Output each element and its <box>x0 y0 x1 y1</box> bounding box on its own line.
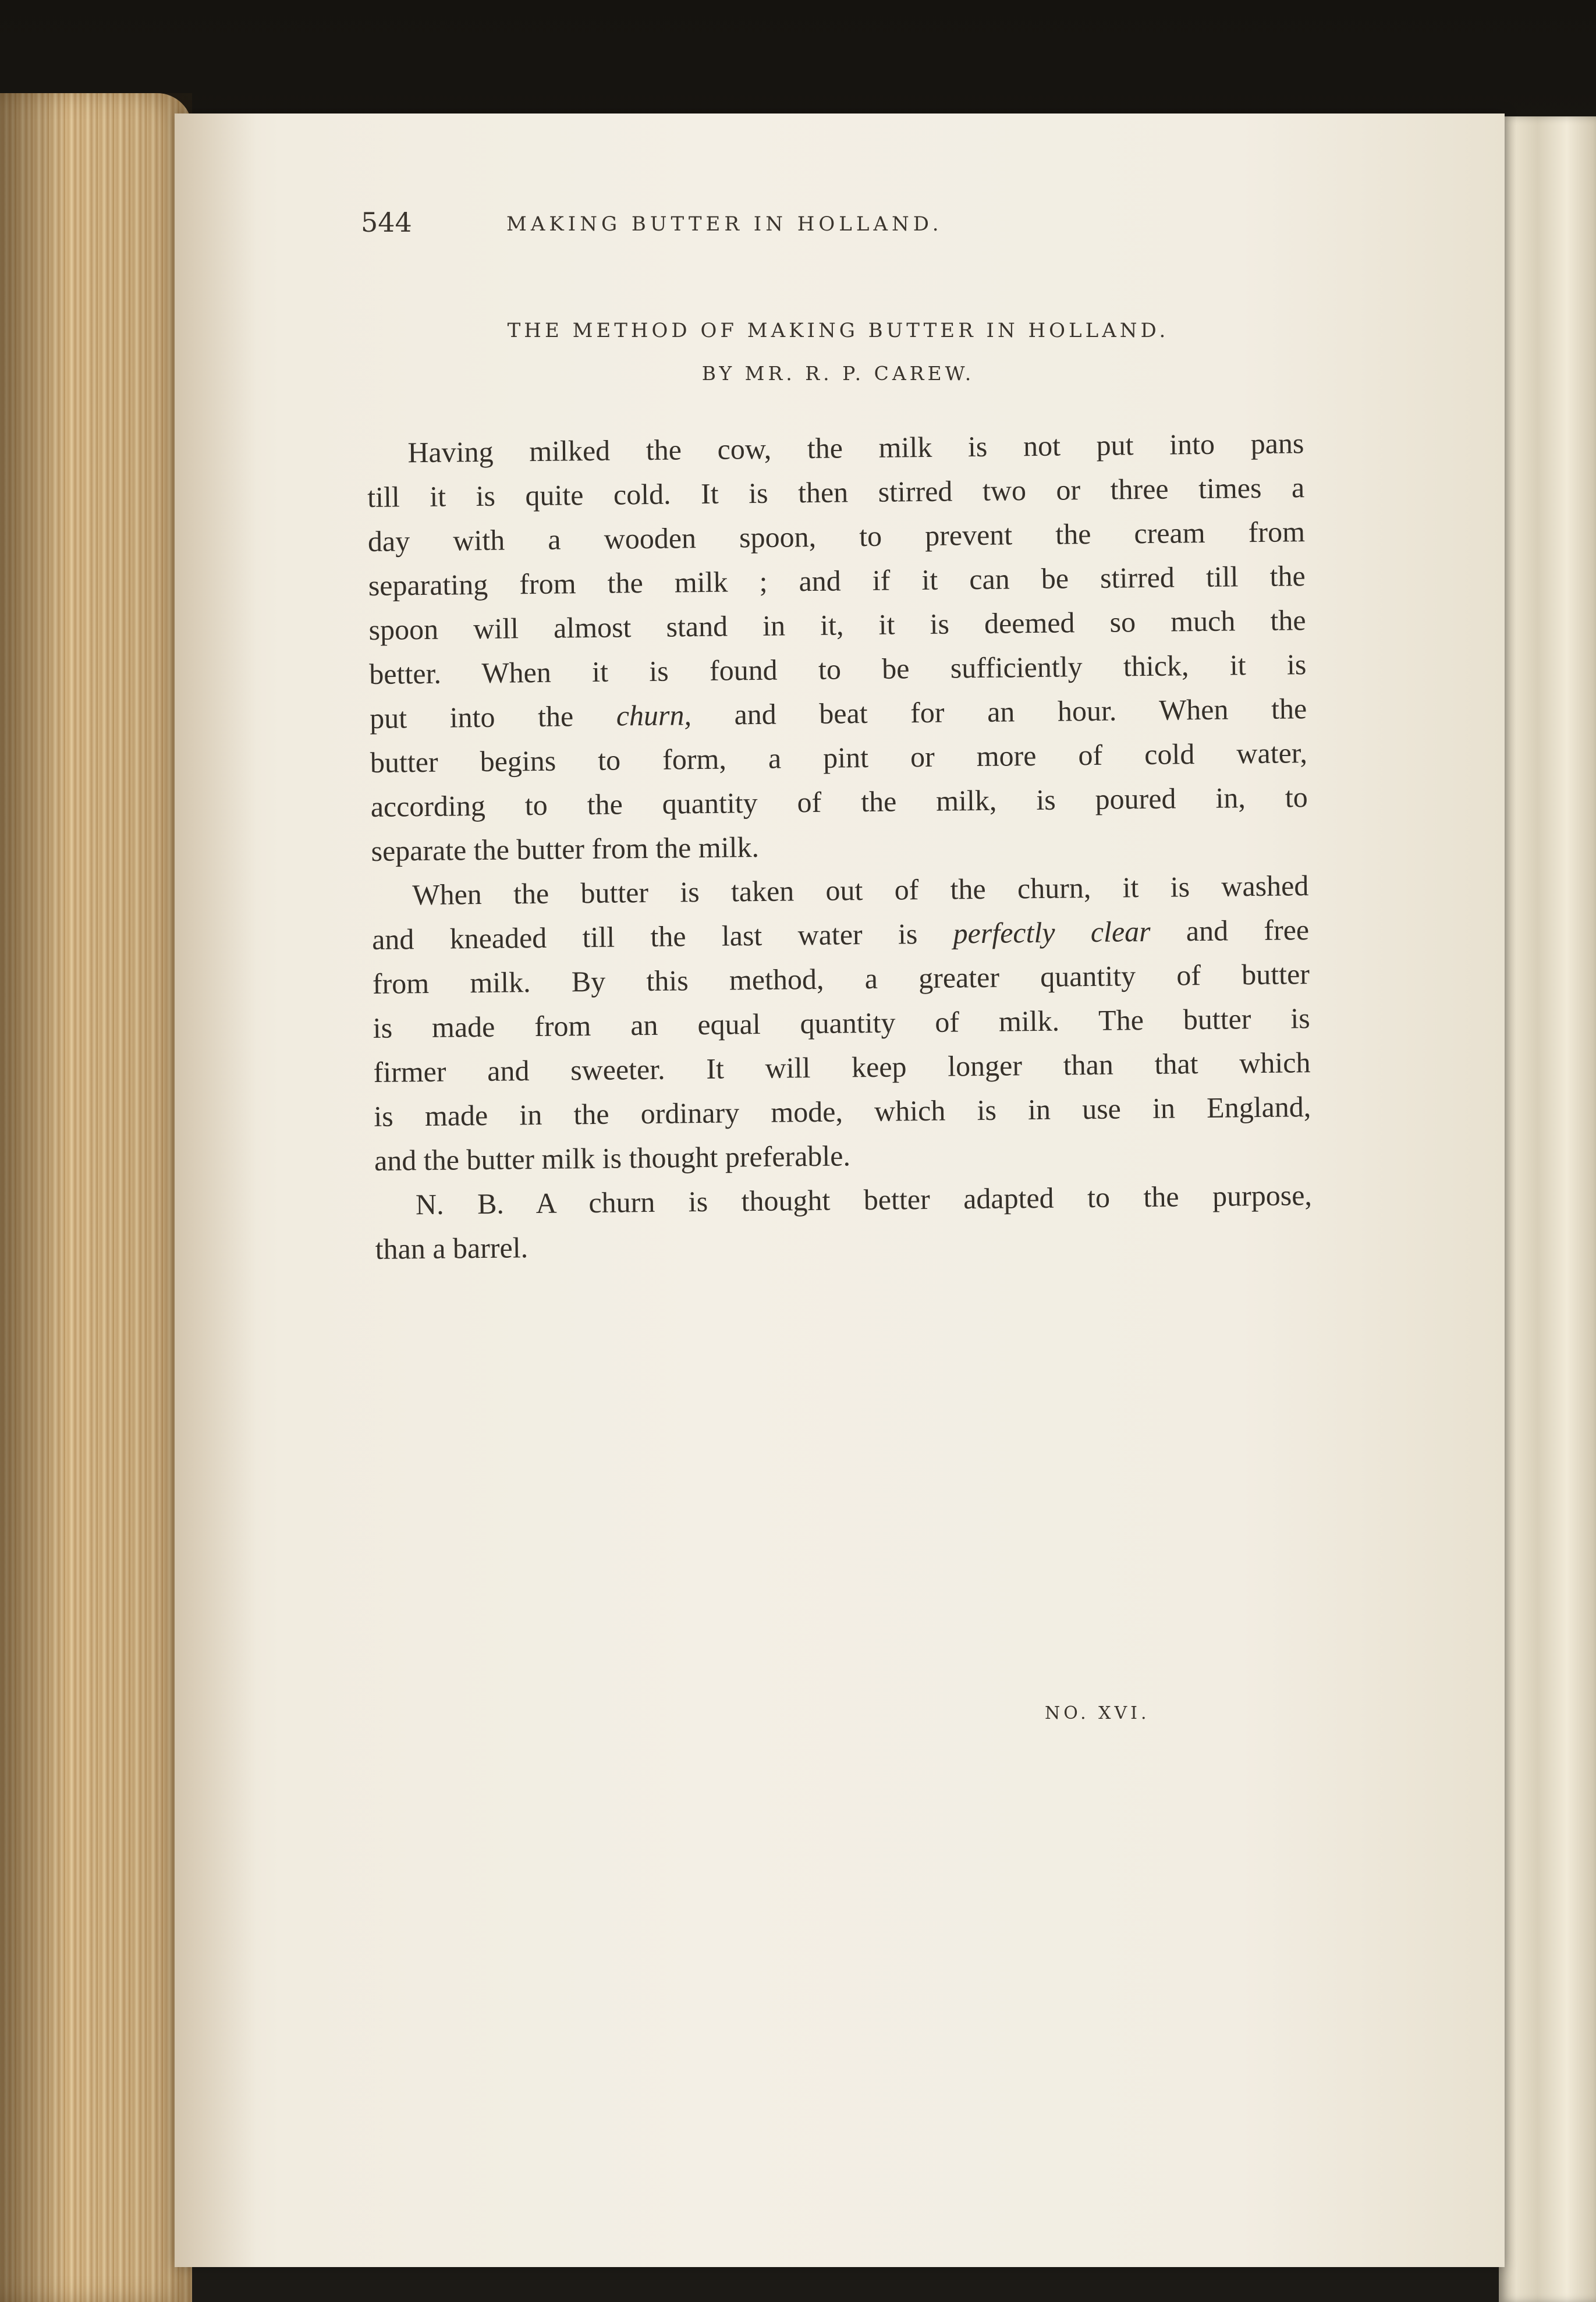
page-stack-edge <box>0 93 192 2302</box>
text-line: N. B. A churn is thought better adapted to the purpose, <box>415 1179 1313 1221</box>
text-line: from milk. By this method, a greater quantity of butter <box>372 957 1310 1000</box>
text-line: day with a wooden spoon, to prevent the cream from <box>367 515 1306 558</box>
article-body <box>367 421 1313 1271</box>
text-line: When the butter is taken out of the churn, it is washed <box>412 869 1309 911</box>
text-line: than a barrel. <box>375 1231 529 1265</box>
text-segment: and free <box>1186 913 1310 948</box>
text-line: better. When it is found to be sufficiently thick, it is <box>369 648 1307 690</box>
text-segment: put into the <box>369 700 574 735</box>
text-line: and the butter milk is thought preferable. <box>374 1139 851 1177</box>
text-line: is made from an equal quantity of milk. The butter is <box>373 1002 1310 1044</box>
paragraph-1 <box>367 421 1308 873</box>
facing-page-edge <box>1499 116 1596 2302</box>
italic-word: churn, <box>616 698 692 732</box>
text-line: spoon will almost stand in it, it is deemed so much the <box>368 604 1306 646</box>
italic-phrase: perfectly clear <box>953 914 1151 950</box>
text-line: firmer and sweeter. It will keep longer than that which <box>373 1046 1311 1088</box>
article-title: THE METHOD OF MAKING BUTTER IN HOLLAND. <box>507 319 1169 342</box>
gutter-shadow <box>175 113 256 2267</box>
text-segment: and kneaded till the last water is <box>371 917 918 956</box>
text-line: Having milked the cow, the milk is not put into pans <box>407 427 1304 469</box>
text-line: butter begins to form, a pint or more of cold water, <box>370 736 1308 779</box>
catchword: NO. XVI. <box>1045 1703 1150 1723</box>
text-segment: and beat for an hour. When the <box>734 692 1307 731</box>
text-line: till it is quite cold. It is then stirred two or three times a <box>367 471 1305 513</box>
paragraph-2 <box>371 863 1311 1183</box>
text-line: is made in the ordinary mode, which is in use in England, <box>374 1090 1311 1133</box>
page-number: 544 <box>361 207 412 238</box>
article-byline: BY MR. R. P. CAREW. <box>701 362 975 385</box>
paragraph-3 <box>375 1173 1313 1271</box>
running-title: MAKING BUTTER IN HOLLAND. <box>506 212 943 236</box>
text-line: separating from the milk ; and if it can be stirred till the <box>368 559 1306 602</box>
text-line: according to the quantity of the milk, is poured in, to <box>370 781 1308 823</box>
text-line: separate the butter from the milk. <box>371 830 760 867</box>
